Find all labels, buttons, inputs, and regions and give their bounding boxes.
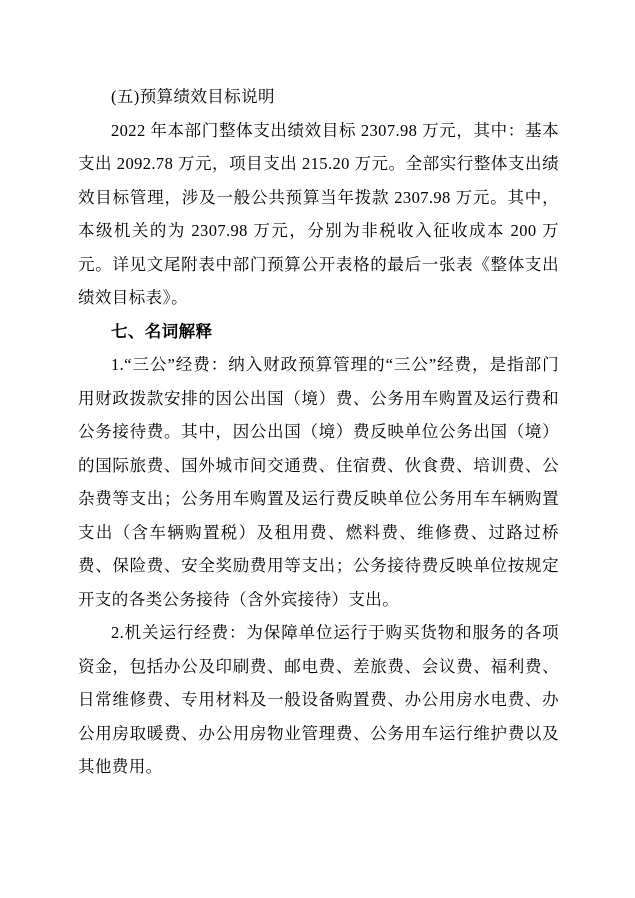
paragraph-sangong-expenses: 1.“三公”经费：纳入财政预算管理的“三公”经费，是指部门用财政拨款安排的因公出国（境）费、公务用车购置及运行费和公务接待费。其中，因公出国（境）费反映单位公务出国（境）的国际旅费、国外城市间交通费、住宿费、伙食费、培训费、公杂费等支出；公务用车购置及运行费反映单位公务用车车辆购置支出（含车辆购置税）及租用费、燃料费、维修费、过路过桥费、保险费、安全奖励费用等支出；公务接待费反映单位按规定开支的各类公务接待（含外宾接待）支出。 [78,355,559,609]
paragraph-operating-expenses: 2.机关运行经费：为保障单位运行于购买货物和服务的各项资金，包括办公及印刷费、邮电费、差旅费、会议费、福利费、日常维修费、专用材料及一般设备购置费、办公用房水电费、办公用房取暖费、办公用房物业管理费、公务用车运行维护费以及其他费用。 [78,623,559,776]
paragraph-performance-target: 2022 年本部门整体支出绩效目标 2307.98 万元，其中：基本支出 2092.78 万元，项目支出 215.20 万元。全部实行整体支出绩效目标管理，涉及一般公共预算当年拨款 2307.98 万元。其中，本级机关的为 2307.98 万元，分别为非税收入征收成本 200 万元。详见文尾附表中部门预算公开表格的最后一张表《整体支出绩效目标表》。 [78,120,559,307]
section-heading-performance-target: (五)预算绩效目标说明 [111,87,275,106]
section-heading-glossary: 七、名词解释 [111,321,213,341]
